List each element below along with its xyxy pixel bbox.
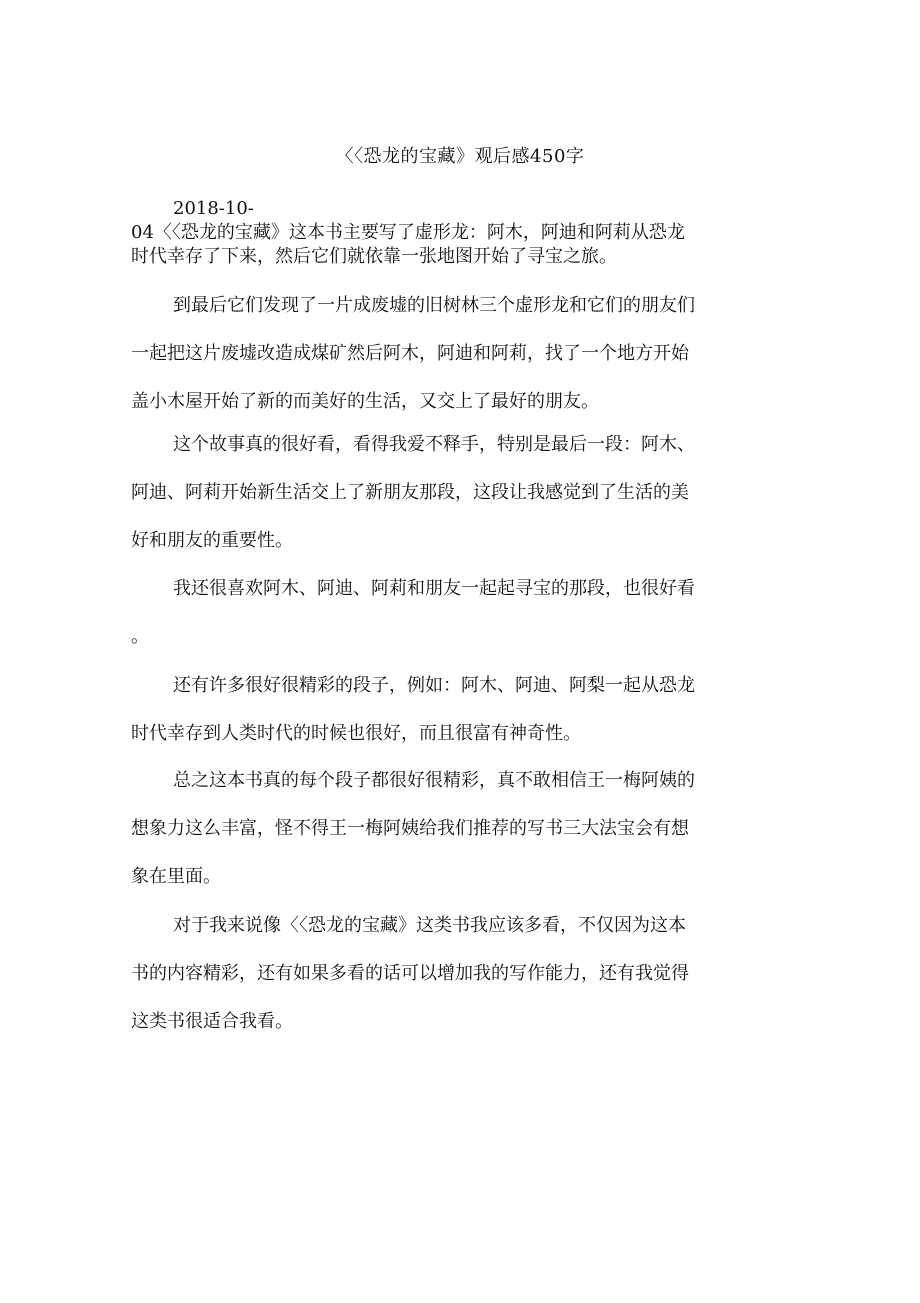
paragraph-line: 时代幸存到人类时代的时候也很好，而且很富有神奇性。	[131, 723, 581, 744]
paragraph-line: 到最后它们发现了一片成废墟的旧树林三个虚形龙和它们的朋友们	[173, 295, 695, 316]
paragraph-line: 一起把这片废墟改造成煤矿然后阿木，阿迪和阿莉，找了一个地方开始	[131, 343, 689, 364]
paragraph-line: 好和朋友的重要性。	[131, 530, 293, 551]
paragraph-line: 这个故事真的很好看，看得我爱不释手，特别是最后一段：阿木、	[173, 434, 695, 455]
document-title: 〈〈恐龙的宝藏》观后感450字	[335, 146, 585, 167]
paragraph-line: 还有许多很好很精彩的段子，例如：阿木、阿迪、阿梨一起从恐龙	[173, 675, 695, 696]
paragraph-line: 书的内容精彩，还有如果多看的话可以增加我的写作能力，还有我觉得	[131, 963, 689, 984]
paragraph-line: 盖小木屋开始了新的而美好的生活，又交上了最好的朋友。	[131, 391, 599, 412]
paragraph-4	[131, 662, 741, 758]
paragraph-line: 这类书很适合我看。	[131, 1011, 293, 1032]
paragraph-line: 想象力这么丰富，怪不得王一梅阿姨给我们推荐的写书三大法宝会有想	[131, 818, 689, 839]
paragraph-line: 我还很喜欢阿木、阿迪、阿莉和朋友一起起寻宝的那段，也很好看	[173, 578, 695, 599]
paragraph-6	[131, 902, 741, 1046]
paragraph-line: 总之这本书真的每个段子都很好很精彩，真不敢相信王一梅阿姨的	[173, 770, 695, 791]
date-line: 2018-10-	[173, 198, 254, 219]
paragraph-line: 对于我来说像〈〈恐龙的宝藏》这类书我应该多看，不仅因为这本	[173, 915, 686, 936]
intro-line-2: 时代幸存了下来，然后它们就依靠一张地图开始了寻宝之旅。	[131, 246, 617, 267]
paragraph-2	[131, 421, 741, 565]
paragraph-line: 。	[131, 626, 149, 647]
paragraph-line: 阿迪、阿莉开始新生活交上了新朋友那段，这段让我感觉到了生活的美	[131, 482, 689, 503]
intro-line-1: 04〈〈恐龙的宝藏》这本书主要写了虚形龙：阿木，阿迪和阿莉从恐龙	[131, 222, 685, 243]
paragraph-line: 象在里面。	[131, 866, 221, 887]
intro-block	[131, 197, 741, 269]
paragraph-1	[131, 282, 741, 426]
paragraph-3	[131, 565, 741, 661]
paragraph-5	[131, 757, 741, 901]
